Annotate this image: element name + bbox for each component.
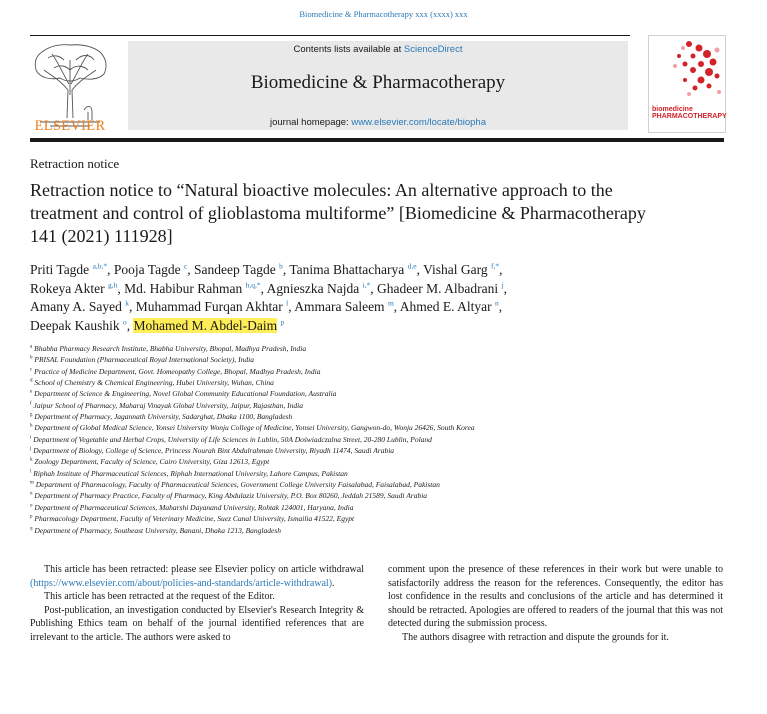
affiliation-item (30, 502, 710, 513)
author[interactable] (30, 299, 129, 314)
affiliation-text: Riphah Institute of Pharmaceutical Sciences, Riphah International University, Lahore Campus, Pakistan (33, 468, 348, 478)
cover-title-line-2: PHARMACOTHERAPY (652, 113, 727, 120)
author-name: Rokeya Akter (30, 280, 105, 296)
affiliation-key: f (30, 401, 32, 407)
paragraph-text: This article has been retracted: please see Elsevier policy on article withdrawal (44, 564, 364, 575)
author-name: Pooja Tagde (113, 262, 181, 277)
author-affiliation-marks[interactable]: c (183, 261, 188, 271)
affiliation-text: Department of Pharmacy, Jagannath University, Sadarghat, Dhaka 1100, Bangladesh (34, 412, 293, 422)
author-name: Ahmed E. Altyar (399, 299, 492, 314)
author-affiliation-marks[interactable]: o (122, 317, 127, 326)
author-name: Amany A. Sayed (30, 299, 122, 314)
paragraph-end: . (332, 577, 335, 589)
affiliation-key: d (30, 378, 33, 384)
author-name: Tanima Bhattacharya (289, 262, 405, 277)
affiliation-text: Practice of Medicine Department, Govt. Homeopathy College, Bhopal, Madhya Pradesh, India (34, 366, 321, 376)
affiliation-text: School of Chemistry & Chemical Engineering, Hubei University, Wuhan, China (34, 378, 274, 388)
author[interactable] (423, 262, 499, 277)
author-affiliation-marks[interactable]: k (125, 298, 129, 308)
affiliation-text: Department of Pharmacy Practice, Faculty of Pharmacy, King Abdulaziz University, P.O. Box 80260, Jeddah 21589, Saudi Arabia (34, 491, 428, 501)
affiliation-item (30, 343, 710, 354)
affiliation-text: Department of Pharmaceutical Sciences, Maharshi Dayanand University, Rohtak 124001, Haryana, India (34, 502, 354, 512)
author-affiliation-marks[interactable]: a,b,* (92, 261, 108, 271)
affiliation-key: g (30, 412, 33, 418)
sciencedirect-link[interactable]: ScienceDirect (403, 44, 463, 55)
affiliation-text: Zoology Department, Faculty of Science, Cairo University, Giza 12613, Egypt (34, 457, 270, 467)
author-name: Ghadeer M. Albadrani (377, 280, 499, 296)
author-affiliation-marks[interactable]: d,e (407, 261, 417, 271)
affiliation-text: Bhabha Pharmacy Research Institute, Bhabha University, Bhopal, Madhya Pradesh, India (34, 344, 307, 353)
policy-link[interactable]: (https://www.elsevier.com/about/policies-and-standards/article-withdrawal) (30, 577, 333, 589)
running-head: Biomedicine & Pharmacotherapy xxx (xxxx) xxx (299, 9, 468, 19)
affiliation-item (30, 479, 710, 490)
affiliation-item (30, 445, 710, 456)
author[interactable] (377, 281, 504, 296)
affiliation-key: h (30, 423, 33, 429)
affiliation-item (30, 400, 710, 411)
author-name: Mohamed M. Abdel-Daim (133, 317, 278, 333)
affiliation-key: q (30, 526, 33, 531)
affiliation-item (30, 388, 710, 399)
affiliation-item (30, 377, 710, 388)
homepage-line (128, 117, 628, 128)
affiliation-text: Department of Pharmacology, Faculty of Pharmaceutical Sciences, Government College University Faisalabad, Faisalabad, Pakistan (35, 480, 440, 490)
affiliation-item (30, 366, 710, 377)
affiliation-item (30, 411, 710, 422)
affiliation-key: k (30, 457, 33, 463)
author-highlighted[interactable] (133, 318, 284, 333)
author[interactable] (136, 299, 288, 314)
affiliation-key: c (30, 367, 33, 373)
affiliation-text: Department of Science & Engineering, Novel Global Community Educational Foundation, Australia (34, 389, 337, 399)
author[interactable] (294, 299, 394, 314)
author-list: Priti Tagde $^{a,b,*}$, Pooja Tagde $^c$, Sandeep Tagde $^b$, Tanima Bhattacharya $^{d,e}$, Vishal Garg $^{f,*}$, Rokeya Akter $^{g,h}$, Md. Habibur Rahman $^{h,q,*}$, Agnieszka Najda $^{i,*}$, Ghadeer M. Albadrani $^j$, Amany A. Sayed $^k$, Muhammad Furqan Akhtar $^l$, Ammara Saleem $^m$, Ahmed E. Altyar $^n$, Deepak Kaushik $^o$, Mohamed M. Abdel-Daim $^p$ (30, 261, 507, 333)
affiliation-text: Jaipur School of Pharmacy, Maharaj Vinayak Global University, Jaipur, Rajasthan, India (33, 400, 303, 410)
body-paragraph: This article has been retracted at the request of the Editor. (44, 591, 275, 603)
affiliation-item (30, 434, 710, 445)
author-name: Ammara Saleem (294, 299, 385, 314)
author-affiliation-marks[interactable]: i,* (362, 280, 371, 289)
author[interactable] (30, 318, 127, 333)
cover-title-line-1: biomedicine (652, 106, 693, 113)
author[interactable] (194, 262, 283, 277)
affiliation-text: Department of Pharmacy, Southeast University, Banani, Dhaka 1213, Bangladesh (34, 525, 282, 535)
affiliation-key: a (30, 344, 33, 350)
author[interactable] (30, 281, 117, 296)
author-affiliation-marks[interactable]: n (495, 298, 499, 308)
affiliation-text: Department of Vegetable and Herbal Crops, University of Life Sciences in Lublin, 50A Doświadczalna Street, 20-280 Lublin, Poland (33, 434, 432, 444)
affiliation-key: b (30, 355, 33, 361)
author[interactable] (289, 262, 416, 277)
body-right-column (388, 563, 723, 645)
affiliation-key: n (30, 491, 33, 497)
affiliation-key: i (30, 435, 32, 441)
affiliation-key: o (30, 503, 33, 509)
affiliation-key: p (30, 514, 33, 520)
author-name: Priti Tagde (30, 262, 90, 277)
article-type-label: Retraction notice (30, 156, 120, 171)
author-affiliation-marks[interactable]: j (501, 280, 504, 289)
affiliation-item (30, 525, 710, 536)
author[interactable] (267, 281, 371, 296)
cover-dots-graphic (649, 36, 725, 102)
body-paragraph: Post-publication, an investigation conducted by Elsevier's Research Integrity & Publishing Ethics team on behalf of the journal identified references that are irrelevant to the article. The authors were asked to (30, 604, 364, 643)
author-name: Vishal Garg (423, 262, 488, 277)
journal-cover (648, 35, 726, 133)
affiliation-text: Pharmacology Department, Faculty of Veterinary Medicine, Suez Canal University, Ismailia 41522, Egypt (34, 514, 355, 524)
cover-title (652, 106, 727, 120)
author-name: Muhammad Furqan Akhtar (135, 299, 283, 314)
affiliation-item (30, 422, 710, 433)
homepage-prefix: journal homepage: (270, 117, 352, 128)
author-affiliation-marks[interactable]: g,h (107, 280, 118, 289)
author-name: Agnieszka Najda (266, 280, 360, 296)
body-paragraph-continued: comment upon the presence of these references in their work but were unable to satisfactorily address the reason for the references. Consequently, the editor has lost confidence in the results and conclusions of the article and has determined it should be retracted. Apologies are offered to readers of the journal that this was not detected during the submission process. (388, 564, 723, 630)
affiliation-item (30, 490, 710, 501)
affiliation-text: PRISAL Foundation (Pharmaceutical Royal International Society), India (34, 355, 254, 365)
journal-title: Biomedicine & Pharmacotherapy (250, 72, 506, 93)
author-affiliation-marks[interactable]: l (286, 298, 289, 308)
author-affiliation-marks[interactable]: p (280, 317, 285, 326)
body-paragraph: The authors disagree with retraction and dispute the grounds for it. (402, 631, 669, 643)
body-paragraph (30, 563, 364, 590)
author[interactable] (30, 262, 107, 277)
body-left-column (30, 563, 364, 645)
author-affiliation-marks[interactable]: f,* (491, 261, 500, 271)
author-affiliation-marks[interactable]: h,q,* (245, 280, 261, 289)
affiliation-list (30, 343, 710, 536)
affiliation-item (30, 456, 710, 467)
author-affiliation-marks[interactable]: b (279, 261, 283, 271)
affiliation-key: l (30, 469, 32, 475)
affiliation-key: m (30, 480, 34, 486)
header-thick-rule (30, 138, 724, 142)
author[interactable] (124, 281, 260, 296)
author-name: Md. Habibur Rahman (124, 280, 243, 296)
affiliation-item (30, 468, 710, 479)
affiliation-item (30, 354, 710, 365)
affiliation-text: Department of Biology, College of Science, Princess Nourah Bint Abdulrahman University, Riyadh 11474, Saudi Arabia (33, 446, 395, 456)
author[interactable] (114, 262, 187, 277)
author[interactable] (400, 299, 499, 314)
author-name: Deepak Kaushik (30, 317, 120, 333)
homepage-link[interactable]: www.elsevier.com/locate/biopha (351, 117, 486, 128)
header-rule (30, 35, 630, 36)
contents-line (128, 44, 628, 55)
elsevier-wordmark: ELSEVIER (34, 118, 106, 134)
affiliation-key: j (30, 446, 32, 452)
affiliation-key: e (30, 389, 33, 395)
article-title: Retraction notice to “Natural bioactive molecules: An alternative approach to the treatment and control of glioblastoma multiforme” [Biomedicine & Pharmacotherapy 141 (2021) 111928] (30, 180, 646, 246)
affiliation-text: Department of Global Medical Science, Yonsei University Wonju College of Medicine, Yonsei University, Gangwon-do, Wonju 26426, South Korea (34, 423, 475, 433)
author-name: Sandeep Tagde (194, 262, 276, 277)
contents-prefix: Contents lists available at (293, 44, 404, 55)
author-affiliation-marks[interactable]: m (387, 298, 394, 308)
affiliation-item (30, 513, 710, 524)
